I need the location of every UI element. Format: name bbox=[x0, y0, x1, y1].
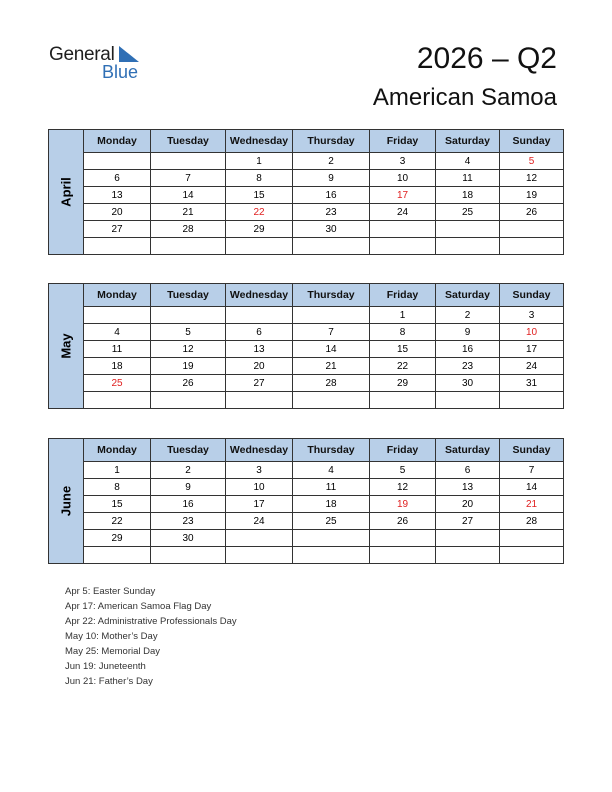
day-cell bbox=[293, 530, 370, 547]
day-cell: 16 bbox=[151, 496, 226, 513]
day-cell: 11 bbox=[293, 479, 370, 496]
day-cell: 17 bbox=[500, 341, 564, 358]
day-cell: 4 bbox=[436, 153, 500, 170]
day-cell: 22 bbox=[226, 204, 293, 221]
day-cell bbox=[436, 392, 500, 409]
holiday-note: Jun 21: Father’s Day bbox=[65, 676, 153, 687]
day-cell: 24 bbox=[226, 513, 293, 530]
day-cell: 8 bbox=[84, 479, 151, 496]
day-cell bbox=[226, 238, 293, 255]
weekday-header: Thursday bbox=[293, 439, 370, 462]
weekday-header: Wednesday bbox=[226, 439, 293, 462]
weekday-header: Tuesday bbox=[151, 284, 226, 307]
weekday-header: Wednesday bbox=[226, 130, 293, 153]
day-cell: 4 bbox=[293, 462, 370, 479]
week-row bbox=[49, 479, 564, 496]
day-cell: 22 bbox=[370, 358, 436, 375]
day-cell: 19 bbox=[370, 496, 436, 513]
day-cell: 3 bbox=[226, 462, 293, 479]
day-cell: 26 bbox=[500, 204, 564, 221]
weekday-header: Friday bbox=[370, 439, 436, 462]
day-cell bbox=[151, 307, 226, 324]
holiday-note: Apr 17: American Samoa Flag Day bbox=[65, 601, 212, 612]
day-cell: 27 bbox=[436, 513, 500, 530]
day-cell: 12 bbox=[500, 170, 564, 187]
weekday-header: Monday bbox=[84, 439, 151, 462]
day-cell: 17 bbox=[370, 187, 436, 204]
day-cell: 16 bbox=[293, 187, 370, 204]
day-cell bbox=[370, 530, 436, 547]
day-cell: 29 bbox=[84, 530, 151, 547]
day-cell bbox=[151, 392, 226, 409]
day-cell bbox=[436, 530, 500, 547]
day-cell: 7 bbox=[151, 170, 226, 187]
day-cell: 14 bbox=[500, 479, 564, 496]
day-cell bbox=[84, 238, 151, 255]
day-cell: 9 bbox=[293, 170, 370, 187]
day-cell bbox=[500, 238, 564, 255]
day-cell: 5 bbox=[370, 462, 436, 479]
day-cell bbox=[293, 547, 370, 564]
week-row bbox=[49, 530, 564, 547]
day-cell: 27 bbox=[84, 221, 151, 238]
week-row bbox=[49, 187, 564, 204]
day-cell: 25 bbox=[436, 204, 500, 221]
weekday-header: Sunday bbox=[500, 130, 564, 153]
day-cell: 5 bbox=[500, 153, 564, 170]
day-cell: 27 bbox=[226, 375, 293, 392]
day-cell bbox=[151, 547, 226, 564]
weekday-header: Monday bbox=[84, 130, 151, 153]
month-table bbox=[48, 283, 564, 409]
week-row bbox=[49, 307, 564, 324]
day-cell: 25 bbox=[293, 513, 370, 530]
month-name bbox=[49, 130, 84, 255]
day-cell: 6 bbox=[226, 324, 293, 341]
day-cell: 24 bbox=[370, 204, 436, 221]
week-row bbox=[49, 238, 564, 255]
day-cell: 26 bbox=[151, 375, 226, 392]
day-cell: 31 bbox=[500, 375, 564, 392]
day-cell bbox=[293, 392, 370, 409]
day-cell: 10 bbox=[370, 170, 436, 187]
day-cell: 9 bbox=[151, 479, 226, 496]
weekday-header: Saturday bbox=[436, 130, 500, 153]
weekday-header: Friday bbox=[370, 130, 436, 153]
holiday-note: Apr 5: Easter Sunday bbox=[65, 586, 156, 597]
day-cell: 1 bbox=[84, 462, 151, 479]
day-cell: 10 bbox=[226, 479, 293, 496]
day-cell bbox=[293, 238, 370, 255]
day-cell bbox=[293, 307, 370, 324]
day-cell: 4 bbox=[84, 324, 151, 341]
day-cell: 18 bbox=[436, 187, 500, 204]
day-cell: 30 bbox=[293, 221, 370, 238]
region-title: American Samoa bbox=[372, 84, 557, 111]
day-cell: 19 bbox=[151, 358, 226, 375]
page-title: 2026 – Q2 bbox=[416, 42, 557, 75]
day-cell: 22 bbox=[84, 513, 151, 530]
day-cell: 29 bbox=[226, 221, 293, 238]
day-cell bbox=[436, 547, 500, 564]
day-cell bbox=[500, 392, 564, 409]
holiday-note: May 10: Mother’s Day bbox=[65, 631, 158, 642]
calendar-june bbox=[48, 438, 563, 564]
day-cell: 20 bbox=[226, 358, 293, 375]
day-cell: 18 bbox=[293, 496, 370, 513]
day-cell bbox=[84, 392, 151, 409]
week-row bbox=[49, 496, 564, 513]
day-cell: 14 bbox=[151, 187, 226, 204]
day-cell: 1 bbox=[226, 153, 293, 170]
week-row bbox=[49, 375, 564, 392]
day-cell: 6 bbox=[84, 170, 151, 187]
day-cell: 28 bbox=[151, 221, 226, 238]
weekday-header: Tuesday bbox=[151, 130, 226, 153]
day-cell: 15 bbox=[370, 341, 436, 358]
month-name bbox=[49, 284, 84, 409]
month-label: June bbox=[58, 485, 74, 517]
week-row bbox=[49, 170, 564, 187]
day-cell bbox=[84, 307, 151, 324]
holiday-notes bbox=[65, 584, 237, 689]
day-cell: 21 bbox=[293, 358, 370, 375]
day-cell: 24 bbox=[500, 358, 564, 375]
day-cell: 23 bbox=[151, 513, 226, 530]
day-cell: 29 bbox=[370, 375, 436, 392]
day-cell: 11 bbox=[84, 341, 151, 358]
calendar-may bbox=[48, 283, 563, 409]
day-cell: 2 bbox=[436, 307, 500, 324]
day-cell bbox=[370, 547, 436, 564]
weekday-header: Friday bbox=[370, 284, 436, 307]
day-cell bbox=[226, 392, 293, 409]
month-label: April bbox=[58, 177, 74, 207]
week-row bbox=[49, 221, 564, 238]
day-cell: 13 bbox=[226, 341, 293, 358]
day-cell bbox=[84, 153, 151, 170]
week-row bbox=[49, 547, 564, 564]
day-cell: 25 bbox=[84, 375, 151, 392]
logo-text-blue: Blue bbox=[102, 62, 139, 82]
day-cell: 13 bbox=[436, 479, 500, 496]
week-row bbox=[49, 462, 564, 479]
day-cell: 3 bbox=[500, 307, 564, 324]
weekday-header: Sunday bbox=[500, 284, 564, 307]
weekday-header: Saturday bbox=[436, 284, 500, 307]
day-cell: 15 bbox=[226, 187, 293, 204]
day-cell bbox=[500, 530, 564, 547]
week-row bbox=[49, 392, 564, 409]
day-cell: 17 bbox=[226, 496, 293, 513]
week-row bbox=[49, 324, 564, 341]
day-cell bbox=[500, 547, 564, 564]
day-cell: 13 bbox=[84, 187, 151, 204]
day-cell: 21 bbox=[500, 496, 564, 513]
day-cell bbox=[370, 221, 436, 238]
day-cell: 15 bbox=[84, 496, 151, 513]
week-row bbox=[49, 204, 564, 221]
day-cell: 20 bbox=[84, 204, 151, 221]
day-cell: 5 bbox=[151, 324, 226, 341]
weekday-header: Saturday bbox=[436, 439, 500, 462]
month-table bbox=[48, 438, 564, 564]
day-cell: 9 bbox=[436, 324, 500, 341]
day-cell: 7 bbox=[293, 324, 370, 341]
day-cell bbox=[370, 392, 436, 409]
day-cell: 11 bbox=[436, 170, 500, 187]
week-row bbox=[49, 153, 564, 170]
day-cell: 1 bbox=[370, 307, 436, 324]
month-label: May bbox=[58, 333, 74, 359]
day-cell: 28 bbox=[293, 375, 370, 392]
day-cell bbox=[436, 221, 500, 238]
day-cell bbox=[226, 530, 293, 547]
day-cell: 7 bbox=[500, 462, 564, 479]
logo bbox=[49, 44, 149, 84]
day-cell bbox=[226, 547, 293, 564]
day-cell: 19 bbox=[500, 187, 564, 204]
logo-text-general: General bbox=[49, 44, 115, 65]
weekday-header: Sunday bbox=[500, 439, 564, 462]
day-cell: 2 bbox=[151, 462, 226, 479]
day-cell bbox=[370, 238, 436, 255]
holiday-note: May 25: Memorial Day bbox=[65, 646, 161, 657]
day-cell: 18 bbox=[84, 358, 151, 375]
day-cell: 6 bbox=[436, 462, 500, 479]
day-cell: 23 bbox=[436, 358, 500, 375]
day-cell: 26 bbox=[370, 513, 436, 530]
day-cell: 20 bbox=[436, 496, 500, 513]
day-cell: 30 bbox=[151, 530, 226, 547]
day-cell bbox=[84, 547, 151, 564]
day-cell bbox=[151, 153, 226, 170]
holiday-note: Apr 22: Administrative Professionals Day bbox=[65, 616, 237, 627]
weekday-header: Thursday bbox=[293, 130, 370, 153]
day-cell: 30 bbox=[436, 375, 500, 392]
week-row bbox=[49, 341, 564, 358]
week-row bbox=[49, 358, 564, 375]
day-cell: 2 bbox=[293, 153, 370, 170]
weekday-header: Monday bbox=[84, 284, 151, 307]
month-table bbox=[48, 129, 564, 255]
day-cell bbox=[151, 238, 226, 255]
calendar-april bbox=[48, 129, 563, 255]
day-cell: 23 bbox=[293, 204, 370, 221]
day-cell: 10 bbox=[500, 324, 564, 341]
week-row bbox=[49, 513, 564, 530]
holiday-note: Jun 19: Juneteenth bbox=[65, 661, 146, 672]
day-cell: 28 bbox=[500, 513, 564, 530]
weekday-header: Tuesday bbox=[151, 439, 226, 462]
day-cell: 14 bbox=[293, 341, 370, 358]
weekday-header: Thursday bbox=[293, 284, 370, 307]
day-cell: 8 bbox=[226, 170, 293, 187]
day-cell: 8 bbox=[370, 324, 436, 341]
month-name bbox=[49, 439, 84, 564]
weekday-header: Wednesday bbox=[226, 284, 293, 307]
day-cell: 12 bbox=[151, 341, 226, 358]
day-cell: 21 bbox=[151, 204, 226, 221]
day-cell bbox=[226, 307, 293, 324]
day-cell: 3 bbox=[370, 153, 436, 170]
day-cell: 16 bbox=[436, 341, 500, 358]
day-cell: 12 bbox=[370, 479, 436, 496]
day-cell bbox=[436, 238, 500, 255]
day-cell bbox=[500, 221, 564, 238]
